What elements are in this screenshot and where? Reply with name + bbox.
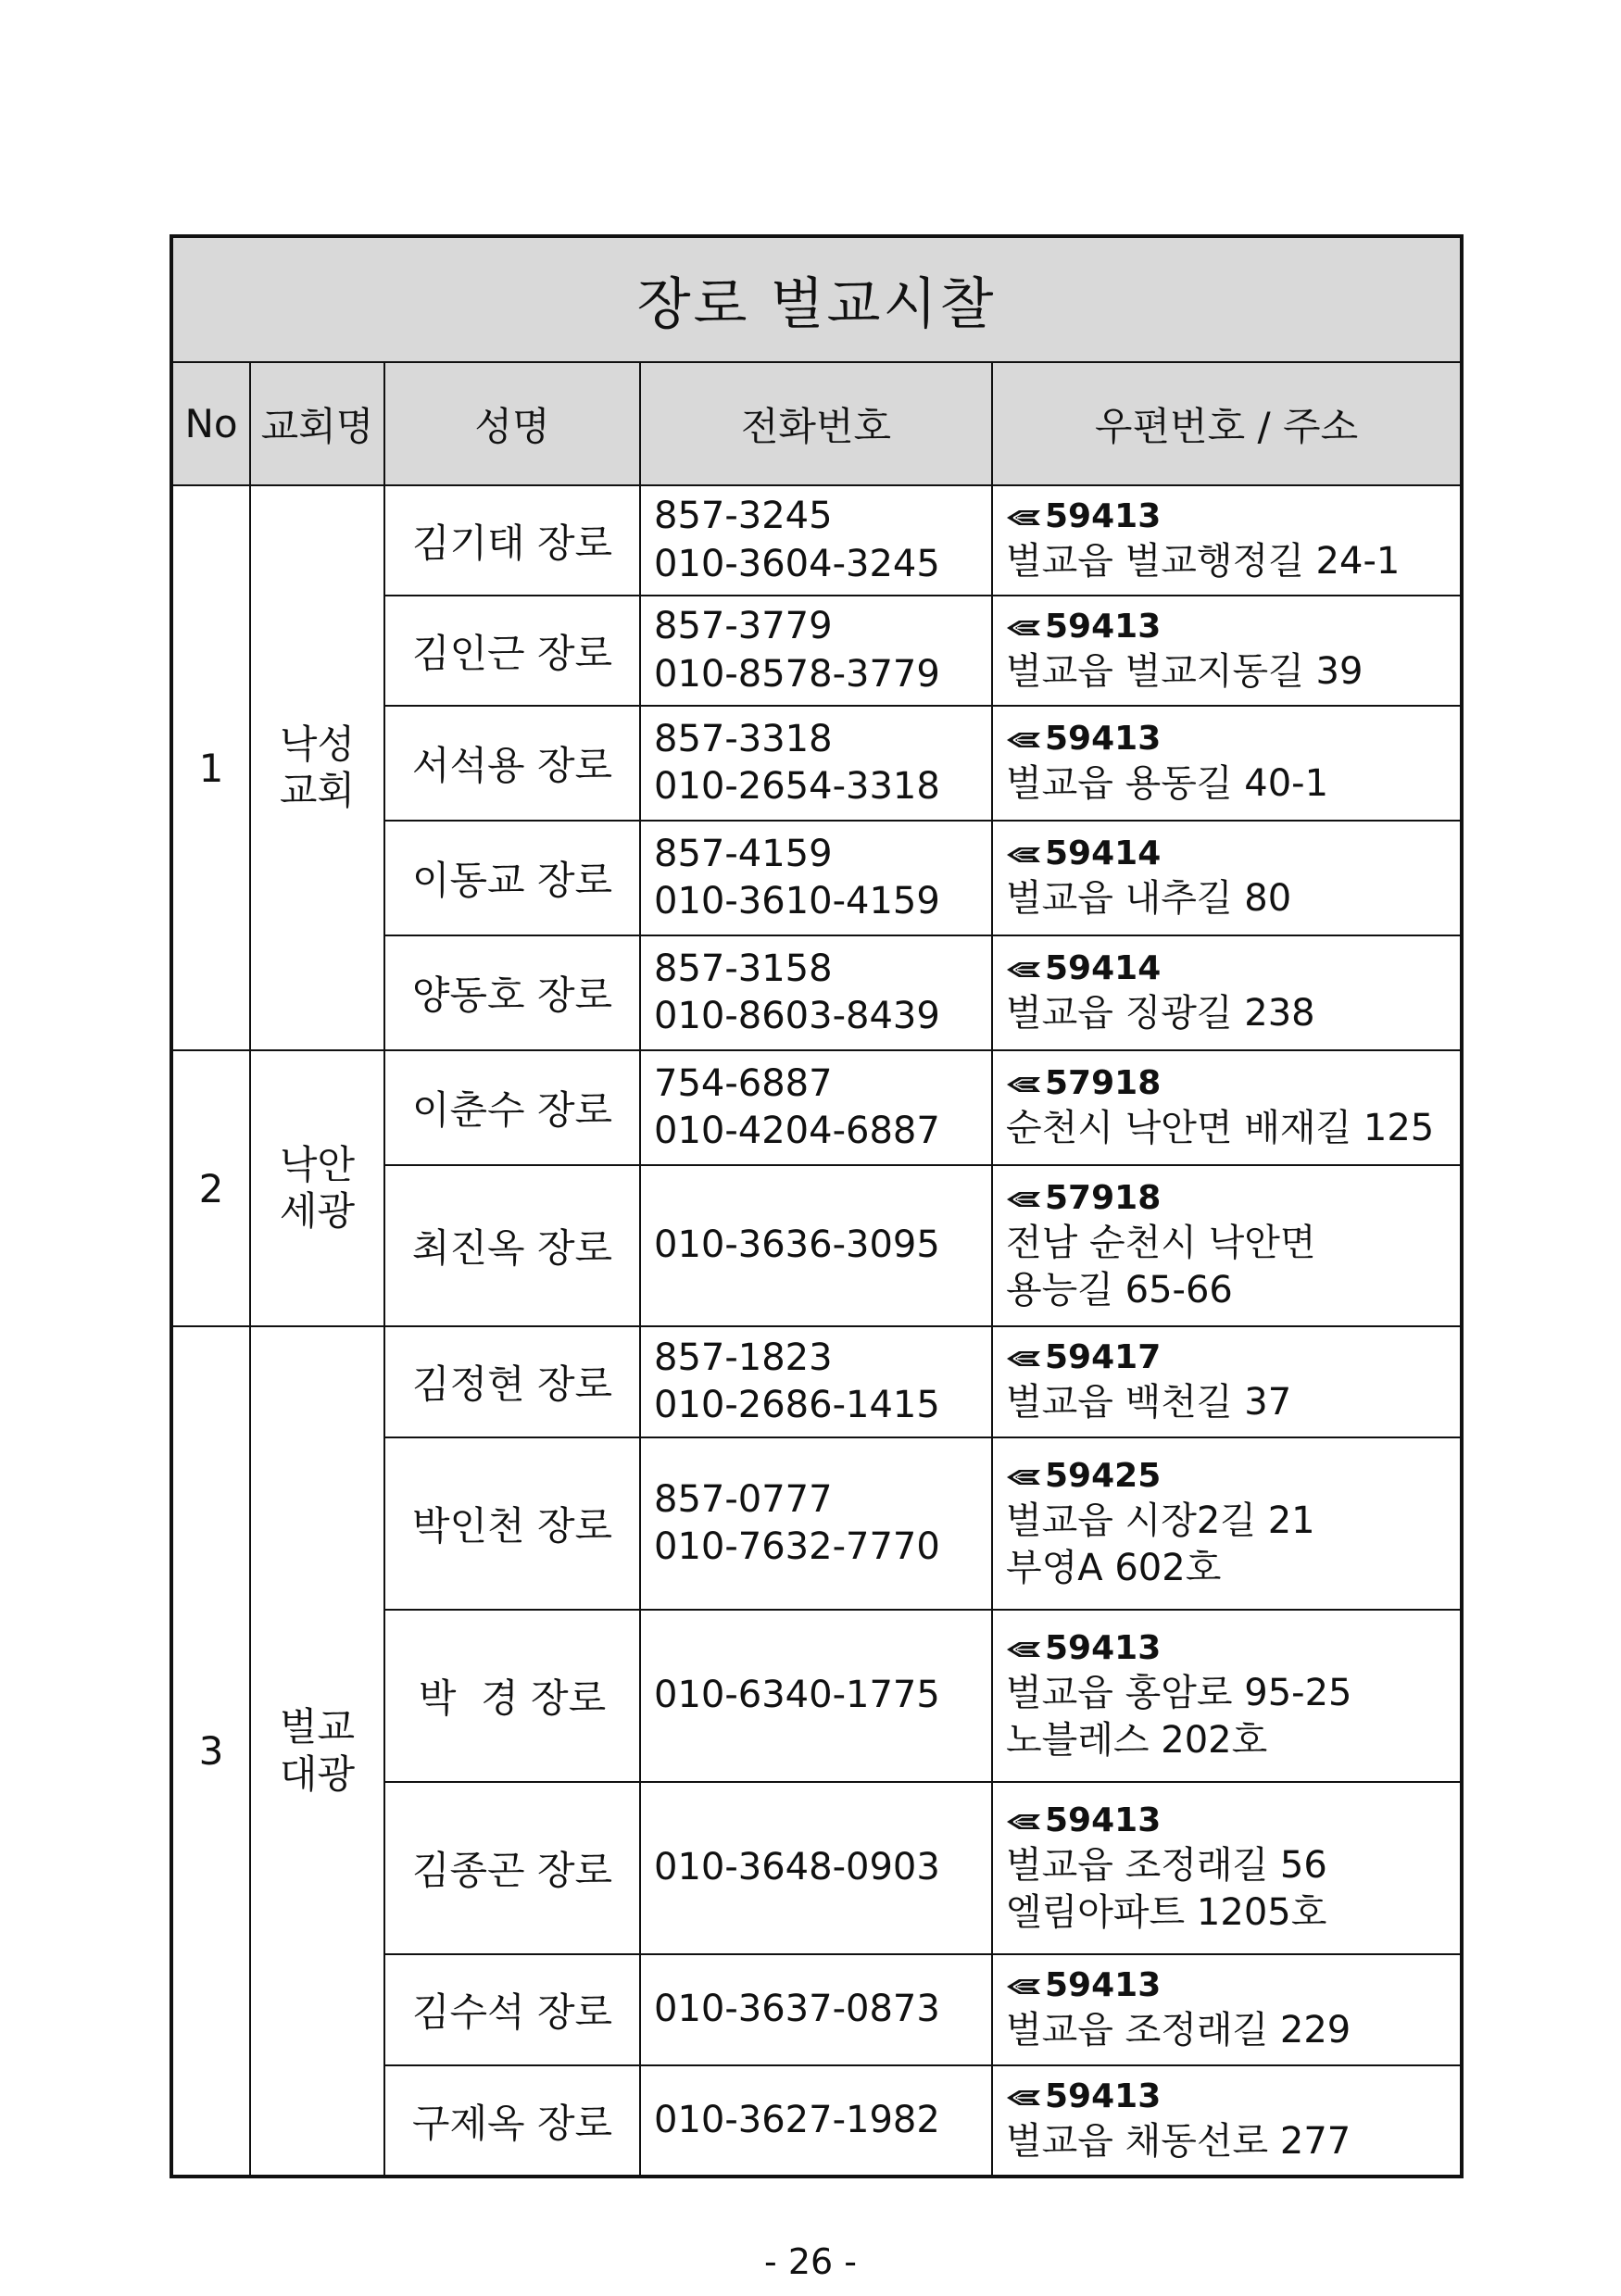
- address-line: 벌교읍 채동선로 277: [1006, 2119, 1351, 2163]
- address-line: 벌교읍 백천길 37: [1006, 1381, 1292, 1424]
- phone-cell: [640, 1050, 992, 1165]
- address-cell: [992, 1165, 1462, 1326]
- elder-name-text: 양동호 장로: [411, 972, 613, 1018]
- postal-code: 57918: [1045, 1178, 1162, 1217]
- elder-name: [384, 706, 640, 821]
- postal-code-line: [1006, 1800, 1460, 1842]
- address-cell: [992, 821, 1462, 935]
- postal-code-line: [1006, 1964, 1460, 2007]
- address-cell: [992, 1954, 1462, 2065]
- phone-number: 857-3318: [654, 717, 833, 760]
- elder-name: [384, 2065, 640, 2177]
- postal-code: 59413: [1045, 1800, 1162, 1839]
- postal-mark-icon: [1006, 1639, 1041, 1660]
- postal-code: 57918: [1045, 1064, 1162, 1103]
- elder-name: [384, 1050, 640, 1165]
- elder-directory-table: [170, 234, 1464, 2178]
- postal-code: 59413: [1045, 1628, 1162, 1667]
- address-cell: [992, 485, 1462, 596]
- address-cell: [992, 706, 1462, 821]
- address-cell: [992, 1050, 1462, 1165]
- phone-number: 010-8603-8439: [654, 995, 940, 1037]
- postal-code-line: [1006, 947, 1460, 990]
- elder-name-text: 박인천 장로: [411, 1503, 613, 1549]
- elder-name: [384, 485, 640, 596]
- postal-mark-icon: [1006, 845, 1041, 865]
- address-line: 엘림아파트 1205호: [1006, 1891, 1327, 1935]
- address-cell: [992, 1782, 1462, 1954]
- elder-name-text: 박 경 장로: [418, 1675, 607, 1721]
- group-number: 3: [171, 1326, 250, 2177]
- elder-name-text: 김정현 장로: [411, 1361, 613, 1407]
- elder-name: [384, 596, 640, 706]
- header-row: [171, 362, 1462, 485]
- address-line: 벌교읍 시장2길 21: [1006, 1499, 1315, 1542]
- address-line: 부영A 602호: [1006, 1547, 1222, 1590]
- elder-name-text: 김종곤 장로: [411, 1848, 613, 1893]
- church-cell: [250, 485, 384, 1050]
- phone-number: 857-3158: [654, 947, 833, 990]
- elder-name: [384, 1782, 640, 1954]
- phone-cell: [640, 1326, 992, 1437]
- postal-mark-icon: [1006, 1976, 1041, 1997]
- postal-code-line: [1006, 718, 1460, 760]
- phone-number: 754-6887: [654, 1061, 833, 1105]
- address-cell: [992, 1610, 1462, 1782]
- postal-code: 59417: [1045, 1338, 1162, 1377]
- postal-code-line: [1006, 2076, 1460, 2118]
- elder-name: [384, 1437, 640, 1610]
- group-number: 2: [171, 1050, 250, 1326]
- postal-code: 59413: [1045, 607, 1162, 646]
- elder-name: [384, 1165, 640, 1326]
- postal-code: 59413: [1045, 2076, 1162, 2115]
- phone-cell: [640, 485, 992, 596]
- phone-number: 857-4159: [654, 832, 833, 875]
- header-no: No: [171, 362, 250, 485]
- phone-number: 010-2686-1415: [654, 1384, 940, 1426]
- elder-name: [384, 1326, 640, 1437]
- address-cell: [992, 1437, 1462, 1610]
- postal-mark-icon: [1006, 1349, 1041, 1369]
- postal-code-line: [1006, 1336, 1460, 1379]
- postal-mark-icon: [1006, 1189, 1041, 1210]
- church-name: 벌교대광: [279, 1704, 356, 1797]
- phone-cell: [640, 596, 992, 706]
- address-line: 노블레스 202호: [1006, 1719, 1268, 1763]
- address-cell: [992, 1326, 1462, 1437]
- phone-cell: [640, 1954, 992, 2065]
- postal-mark-icon: [1006, 1812, 1041, 1832]
- elder-name: [384, 1954, 640, 2065]
- page-number: - 26 -: [764, 2241, 857, 2282]
- postal-mark-icon: [1006, 2088, 1041, 2108]
- table-row: [171, 485, 1462, 596]
- postal-mark-icon: [1006, 960, 1041, 980]
- phone-cell: [640, 2065, 992, 2177]
- address-line: 순천시 낙안면 배재길 125: [1006, 1107, 1435, 1150]
- address-cell: [992, 2065, 1462, 2177]
- phone-cell: [640, 706, 992, 821]
- elder-name-text: 서석용 장로: [411, 743, 613, 788]
- phone-number: 010-8578-3779: [654, 652, 940, 696]
- elder-name-text: 구제옥 장로: [411, 2100, 613, 2146]
- phone-cell: [640, 1437, 992, 1610]
- elder-name: [384, 1610, 640, 1782]
- postal-mark-icon: [1006, 730, 1041, 750]
- elder-name-text: 이동교 장로: [411, 858, 613, 903]
- address-line: 벌교읍 내추길 80: [1006, 877, 1292, 921]
- phone-number: 857-1823: [654, 1336, 833, 1379]
- phone-number: 010-2654-3318: [654, 765, 940, 808]
- phone-number: 010-3636-3095: [654, 1223, 940, 1267]
- address-line: 벌교읍 조정래길 56: [1006, 1843, 1327, 1887]
- elder-name-text: 김수석 장로: [411, 1989, 613, 2035]
- table-title: 장로 벌교시찰: [171, 236, 1462, 362]
- postal-mark-icon: [1006, 1467, 1041, 1487]
- phone-number: 857-3245: [654, 495, 833, 538]
- postal-code-line: [1006, 833, 1460, 875]
- address-line: 벌교읍 벌교행정길 24-1: [1006, 539, 1401, 583]
- phone-cell: [640, 821, 992, 935]
- postal-code-line: [1006, 1177, 1460, 1220]
- postal-code-line: [1006, 1062, 1460, 1105]
- postal-code-line: [1006, 606, 1460, 648]
- header-name: 성명: [384, 362, 640, 485]
- elder-name: [384, 821, 640, 935]
- address-line: 전남 순천시 낙안면: [1006, 1221, 1316, 1264]
- phone-number: 010-3637-0873: [654, 1988, 940, 2031]
- address-cell: [992, 596, 1462, 706]
- address-line: 벌교읍 조정래길 229: [1006, 2009, 1351, 2052]
- church-cell: [250, 1326, 384, 2177]
- phone-number: 010-3610-4159: [654, 880, 940, 922]
- header-church: 교회명: [250, 362, 384, 485]
- header-address: 우편번호 / 주소: [992, 362, 1462, 485]
- church-cell: [250, 1050, 384, 1326]
- postal-mark-icon: [1006, 1074, 1041, 1095]
- postal-code: 59413: [1045, 1966, 1162, 2005]
- phone-number: 857-0777: [654, 1477, 833, 1521]
- phone-number: 010-3648-0903: [654, 1846, 940, 1889]
- phone-number: 857-3779: [654, 605, 833, 648]
- postal-code: 59414: [1045, 949, 1162, 988]
- title-row: [171, 236, 1462, 362]
- phone-cell: [640, 1610, 992, 1782]
- phone-cell: [640, 1782, 992, 1954]
- address-line: 벌교읍 징광길 238: [1006, 992, 1315, 1035]
- phone-number: 010-4204-6887: [654, 1110, 940, 1152]
- postal-code: 59413: [1045, 720, 1162, 759]
- elder-name-text: 이춘수 장로: [411, 1087, 613, 1133]
- table-body: [171, 485, 1462, 2177]
- address-line: 벌교읍 벌교지동길 39: [1006, 649, 1363, 693]
- address-line: 벌교읍 용동길 40-1: [1006, 762, 1329, 806]
- postal-code: 59414: [1045, 834, 1162, 873]
- elder-name-text: 김인근 장로: [411, 630, 613, 676]
- postal-mark-icon: [1006, 508, 1041, 528]
- elder-name-text: 김기태 장로: [411, 520, 613, 566]
- phone-cell: [640, 1165, 992, 1326]
- phone-number: 010-3604-3245: [654, 542, 940, 585]
- phone-number: 010-3627-1982: [654, 2098, 940, 2141]
- phone-number: 010-7632-7770: [654, 1525, 940, 1568]
- postal-mark-icon: [1006, 618, 1041, 638]
- address-cell: [992, 935, 1462, 1050]
- phone-cell: [640, 935, 992, 1050]
- header-phone: 전화번호: [640, 362, 992, 485]
- elder-name-text: 최진옥 장로: [411, 1225, 613, 1271]
- postal-code-line: [1006, 1455, 1460, 1498]
- elder-name: [384, 935, 640, 1050]
- postal-code-line: [1006, 1627, 1460, 1670]
- postal-code-line: [1006, 496, 1460, 538]
- church-name: 낙안세광: [279, 1141, 356, 1234]
- group-number: 1: [171, 485, 250, 1050]
- address-line: 용능길 65-66: [1006, 1269, 1233, 1312]
- address-line: 벌교읍 홍암로 95-25: [1006, 1671, 1352, 1714]
- phone-number: 010-6340-1775: [654, 1674, 940, 1717]
- postal-code: 59413: [1045, 496, 1162, 535]
- table-row: [171, 1050, 1462, 1165]
- postal-code: 59425: [1045, 1456, 1162, 1495]
- church-name: 낙성교회: [279, 721, 356, 813]
- table-row: [171, 1326, 1462, 1437]
